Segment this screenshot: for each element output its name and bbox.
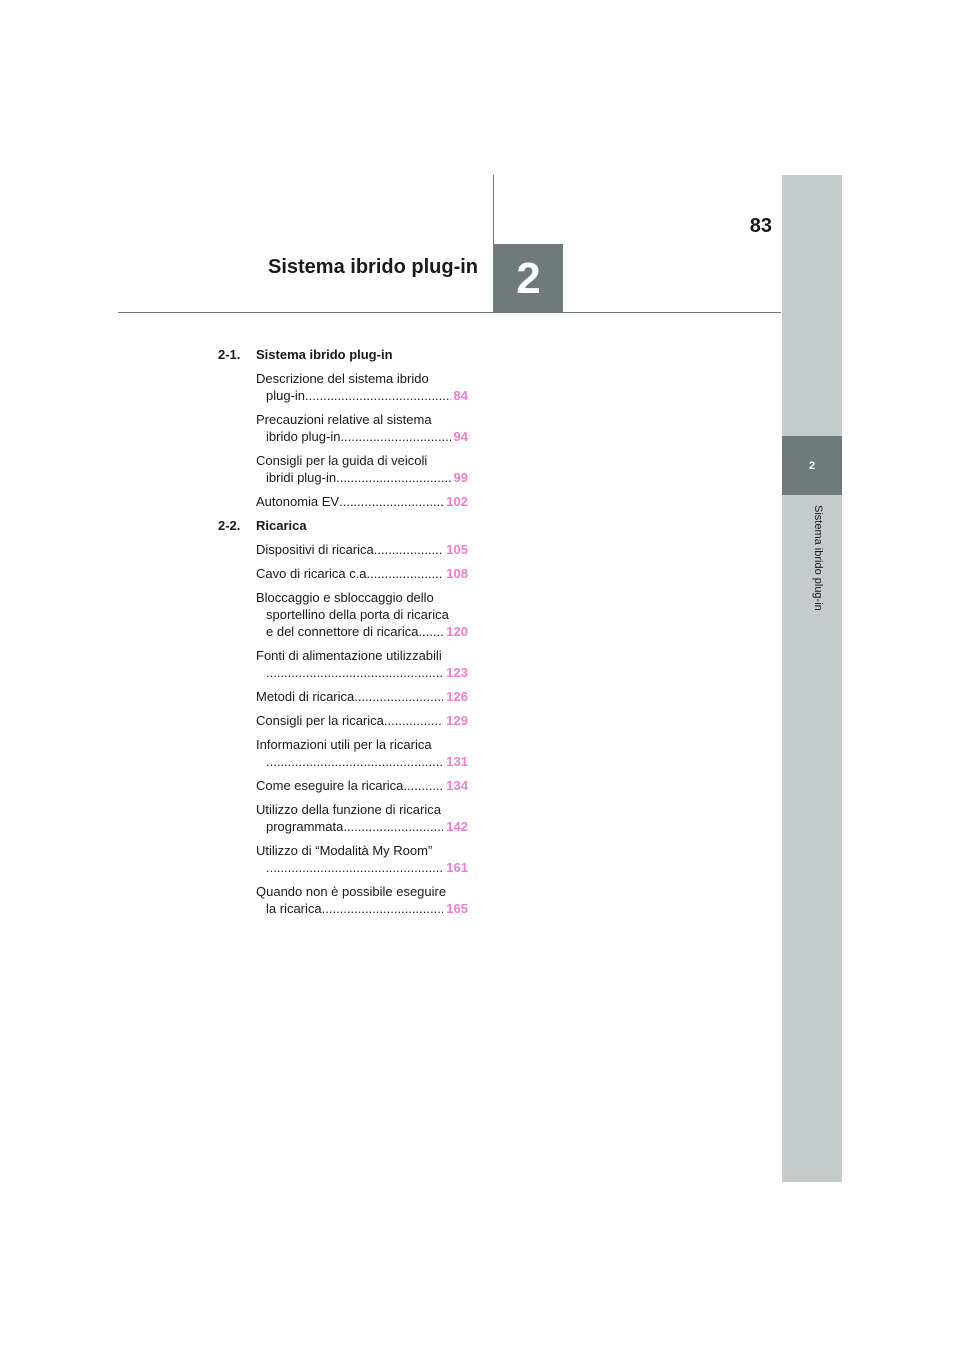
toc-entry-text: la ricarica xyxy=(266,901,322,916)
side-tab-label: Sistema ibrido plug-in xyxy=(812,505,824,611)
toc-page-link[interactable]: 131 xyxy=(446,754,468,769)
toc-page-link[interactable]: 102 xyxy=(446,494,468,509)
side-thumb-tab xyxy=(782,175,842,1182)
toc-entry-text: Bloccaggio e sbloccaggio dello xyxy=(256,590,434,605)
toc-entry-text: plug-in xyxy=(266,388,306,403)
toc-entry-text: Utilizzo della funzione di ricarica xyxy=(256,802,441,817)
toc-entry-text: Utilizzo di “Modalità My Room” xyxy=(256,843,433,858)
header-horizontal-rule xyxy=(118,312,781,313)
toc-entry-text: e del connettore di ricarica xyxy=(266,624,419,639)
toc-entry-text: Precauzioni relative al sistema xyxy=(256,412,432,427)
toc-page-link[interactable]: 165 xyxy=(446,901,468,916)
toc-entry-line xyxy=(256,387,468,404)
toc-entry-text: Consigli per la guida di veicoli xyxy=(256,453,428,468)
toc-entry-text: Consigli per la ricarica xyxy=(256,713,384,728)
toc-dot-leader xyxy=(322,900,444,917)
toc-entry-line xyxy=(256,753,468,770)
toc-entry-line xyxy=(256,688,468,705)
toc-entry-line xyxy=(256,647,468,664)
toc-entry-line xyxy=(256,623,468,640)
toc-entry[interactable] xyxy=(256,541,468,558)
toc-entry[interactable] xyxy=(256,370,468,404)
toc-entry-line xyxy=(256,370,468,387)
toc-dot-leader xyxy=(384,712,443,729)
toc-page-link[interactable]: 84 xyxy=(453,388,468,403)
toc-entry[interactable] xyxy=(256,452,468,486)
toc-dot-leader xyxy=(305,387,451,404)
toc-section-title: Sistema ibrido plug-in xyxy=(256,347,393,362)
toc-entry-line xyxy=(256,859,468,876)
toc-entry[interactable] xyxy=(256,842,468,876)
toc-entry-line xyxy=(256,664,468,681)
toc-entry-text: Quando non è possibile eseguire xyxy=(256,884,447,899)
toc-entry-text: Autonomia EV xyxy=(256,494,340,509)
toc-entry-line xyxy=(256,900,468,917)
toc-entry-line xyxy=(256,883,468,900)
toc-entry[interactable] xyxy=(256,688,468,705)
toc-page-link[interactable]: 134 xyxy=(446,778,468,793)
toc-entry[interactable] xyxy=(256,736,468,770)
toc-page-link[interactable]: 161 xyxy=(446,860,468,875)
toc-dot-leader xyxy=(266,664,443,681)
toc-entry-text: Fonti di alimentazione utilizzabili xyxy=(256,648,442,663)
toc-entry[interactable] xyxy=(256,801,468,835)
toc-entry-line xyxy=(256,801,468,818)
toc-entry-line xyxy=(256,428,468,445)
toc-page-link[interactable]: 129 xyxy=(446,713,468,728)
toc-entry[interactable] xyxy=(256,493,468,510)
toc-entry-text: ibridi plug-in xyxy=(266,470,337,485)
toc-dot-leader xyxy=(374,541,444,558)
toc-page-link[interactable]: 142 xyxy=(446,819,468,834)
page-number: 83 xyxy=(749,215,772,237)
toc-page-link[interactable]: 94 xyxy=(453,429,468,444)
toc-entry-line xyxy=(256,736,468,753)
toc-entry-line xyxy=(256,493,468,510)
toc-entry[interactable] xyxy=(256,777,468,794)
toc-dot-leader xyxy=(340,428,450,445)
toc-entry-line xyxy=(256,818,468,835)
toc-page-link[interactable]: 99 xyxy=(453,470,468,485)
chapter-title: Sistema ibrido plug-in xyxy=(268,256,479,278)
toc-entry-text: Dispositivi di ricarica xyxy=(256,542,374,557)
toc-section-number: 2-1. xyxy=(218,347,241,362)
toc-dot-leader xyxy=(418,623,443,640)
toc-dot-leader xyxy=(370,565,443,582)
toc-page-link[interactable]: 105 xyxy=(446,542,468,557)
toc-dot-leader xyxy=(336,469,450,486)
toc-page-link[interactable]: 120 xyxy=(446,624,468,639)
toc-section-number: 2-2. xyxy=(218,518,241,533)
toc-entry-line xyxy=(256,589,468,606)
toc-dot-leader xyxy=(266,859,443,876)
chapter-number-box: 2 xyxy=(494,244,563,313)
toc-dot-leader xyxy=(354,688,443,705)
toc-entry-text: ibrido plug-in xyxy=(266,429,341,444)
side-tab-chapter-number[interactable]: 2 xyxy=(782,436,842,495)
toc-entry-line xyxy=(256,777,468,794)
table-of-contents xyxy=(218,346,468,924)
toc-page-link[interactable]: 126 xyxy=(446,689,468,704)
toc-entry-line xyxy=(256,469,468,486)
toc-page-link[interactable]: 123 xyxy=(446,665,468,680)
toc-section-heading xyxy=(218,346,468,363)
toc-entry-text: Metodi di ricarica xyxy=(256,689,355,704)
toc-dot-leader xyxy=(343,818,443,835)
toc-entry-text: Cavo di ricarica c.a. xyxy=(256,566,371,581)
toc-entry[interactable] xyxy=(256,589,468,640)
toc-entry-line xyxy=(256,606,468,623)
toc-entry-text: Come eseguire la ricarica xyxy=(256,778,404,793)
toc-entry[interactable] xyxy=(256,712,468,729)
toc-entry-line xyxy=(256,565,468,582)
toc-entry-text: Informazioni utili per la ricarica xyxy=(256,737,432,752)
toc-entry-text: programmata xyxy=(266,819,344,834)
toc-entry[interactable] xyxy=(256,883,468,917)
toc-dot-leader xyxy=(403,777,443,794)
toc-entry[interactable] xyxy=(256,411,468,445)
toc-entry-line xyxy=(256,452,468,469)
toc-dot-leader xyxy=(339,493,443,510)
toc-entry-text: Descrizione del sistema ibrido xyxy=(256,371,429,386)
toc-entry[interactable] xyxy=(256,647,468,681)
toc-page-link[interactable]: 108 xyxy=(446,566,468,581)
toc-entry-line xyxy=(256,842,468,859)
toc-entry-text: sportellino della porta di ricarica xyxy=(266,607,449,622)
toc-dot-leader xyxy=(266,753,443,770)
toc-entry[interactable] xyxy=(256,565,468,582)
toc-section-heading xyxy=(218,517,468,534)
toc-section-title: Ricarica xyxy=(256,518,307,533)
toc-entry-line xyxy=(256,712,468,729)
toc-entry-line xyxy=(256,541,468,558)
toc-entry-line xyxy=(256,411,468,428)
